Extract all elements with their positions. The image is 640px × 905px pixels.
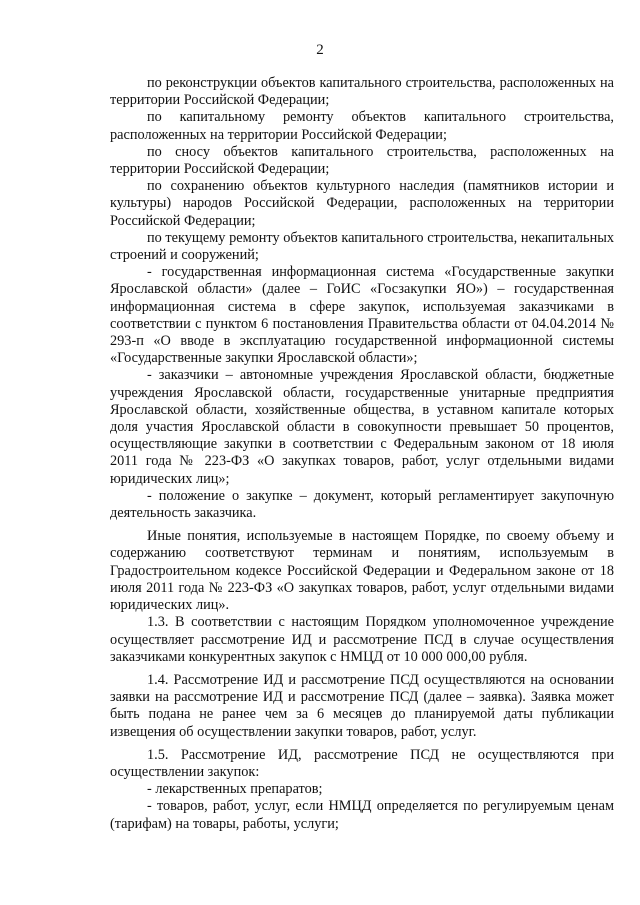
paragraph-other-terms: Иные понятия, используемые в настоящем Порядке, по своему объему и содержанию соответствуют терминам и понятиям, используемым в Градостроительном кодексе Российской Федерации и Федеральном законе от 18 июля 2011 года № 223-ФЗ «О закупках товаров, работ, услуг отдельными видами юридических лиц». bbox=[110, 528, 614, 614]
paragraph-medicines: - лекарственных препаратов; bbox=[147, 781, 323, 798]
paragraph-regulated-prices: - товаров, работ, услуг, если НМЦД определяется по регулируемым ценам (тарифам) на товары, работы, услуги; bbox=[110, 798, 614, 832]
paragraph-current-repair: по текущему ремонту объектов капитального строительства, некапитальных строений и сооружений; bbox=[110, 229, 614, 264]
page-number: 2 bbox=[316, 42, 324, 58]
paragraph-reconstruction: по реконструкции объектов капитального строительства, расположенных на территории Российской Федерации; bbox=[110, 75, 614, 109]
paragraph-1-4: 1.4. Рассмотрение ИД и рассмотрение ПСД осуществляются на основании заявки на рассмотрение ИД и рассмотрение ПСД (далее – заявка). Заявка может быть подана не ранее чем за 6 месяцев до планируемой даты публикации извещения об осуществлении закупки товаров, работ, услуг. bbox=[110, 671, 614, 740]
paragraph-procurement-regulation: - положение о закупке – документ, который регламентирует закупочную деятельность заказчика. bbox=[110, 487, 614, 522]
paragraph-demolition: по сносу объектов капитального строительства, расположенных на территории Российской Федерации; bbox=[110, 143, 614, 178]
paragraph-gois-definition: - государственная информационная система «Государственные закупки Ярославской области» (далее – ГоИС «Госзакупки ЯО») – государственная информационная система в сфере закупок, используемая заказчиками в соответствии с пунктом 6 постановления Правительства области от 04.04.2014 № 293-п «О вводе в эксплуатацию государственной информационной системы «Государственные закупки Ярославской области»; bbox=[110, 264, 614, 367]
paragraph-capital-repair: по капитальному ремонту объектов капитального строительства, расположенных на территории Российской Федерации; bbox=[110, 109, 614, 143]
document-body bbox=[110, 75, 614, 833]
paragraph-1-5: 1.5. Рассмотрение ИД, рассмотрение ПСД не осуществляются при осуществлении закупок: bbox=[110, 746, 614, 780]
paragraph-1-3: 1.3. В соответствии с настоящим Порядком уполномоченное учреждение осуществляет рассмотрение ИД и рассмотрение ПСД в случае осуществления заказчиками конкурентных закупок с НМЦД от 10 000 000,00 рубля. bbox=[110, 614, 614, 665]
paragraph-cultural-heritage: по сохранению объектов культурного наследия (памятников истории и культуры) народов Российской Федерации, расположенных на территории Российской Федерации; bbox=[110, 178, 614, 229]
paragraph-customers-definition: - заказчики – автономные учреждения Ярославской области, бюджетные учреждения Ярославской области, государственные унитарные предприятия Ярославской области, хозяйственные общества, в уставном капитале которых доля участия Ярославской области в совокупности превышает 50 процентов, осуществляющие закупки в соответствии с Федеральным законом от 18 июля 2011 года № 223-ФЗ «О закупках товаров, работ, услуг отдельными видами юридических лиц»; bbox=[110, 367, 614, 487]
